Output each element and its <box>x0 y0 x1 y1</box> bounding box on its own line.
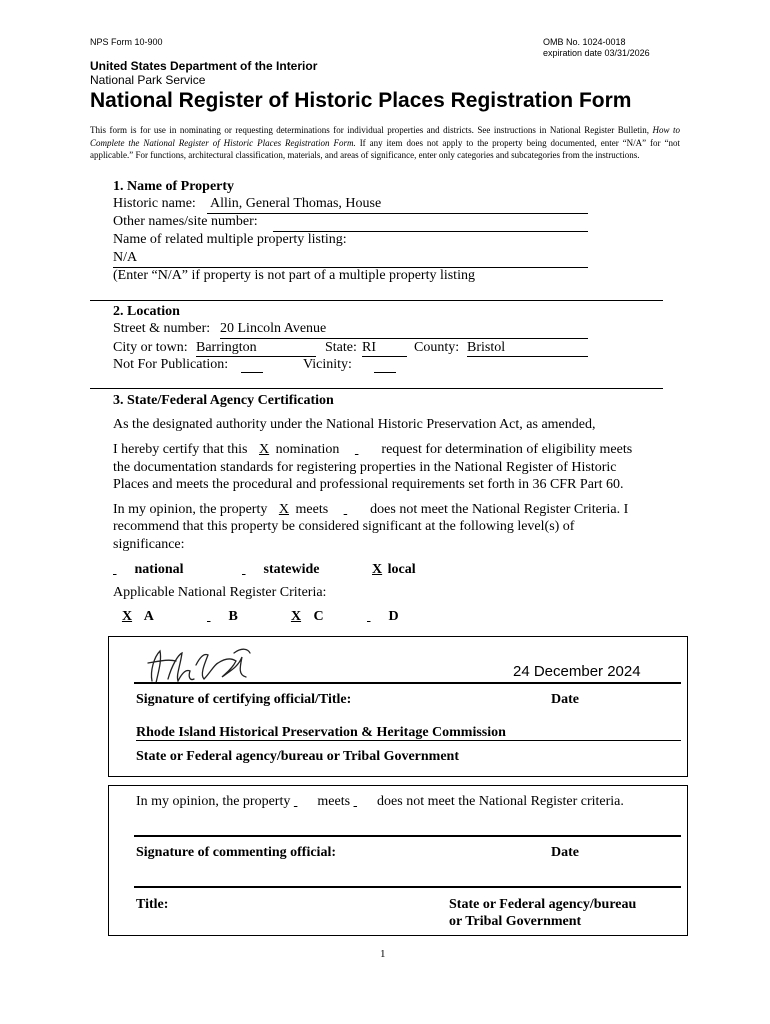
certifying-signature-label: Signature of certifying official/Title: <box>136 692 352 707</box>
section-divider <box>90 388 663 389</box>
street-field[interactable] <box>220 321 588 339</box>
criteria-d-checkbox[interactable] <box>367 609 385 625</box>
related-listing-note: (Enter “N/A” if property is not part of a multiple property listing <box>113 268 475 283</box>
local-checkbox[interactable]: X <box>372 562 383 577</box>
state-value: RI <box>362 340 376 355</box>
criteria-a-letter: A <box>143 609 154 624</box>
state-field[interactable] <box>362 340 407 357</box>
criteria-a <box>113 609 154 625</box>
intro-bulletin-title: How to Complete the National Register of Historic Places Registration Form. <box>90 125 680 148</box>
opinion-line-1 <box>113 502 628 518</box>
certify-line-3: Places and meets the procedural and professional requirements set forth in 36 CFR Part 60. <box>113 477 624 492</box>
other-names-field[interactable] <box>273 214 588 232</box>
criteria-a-checkbox[interactable]: X <box>121 609 133 624</box>
commenting-opinion <box>136 794 624 810</box>
level-local <box>366 562 416 578</box>
certifying-agency-label: State or Federal agency/bureau or Tribal Government <box>136 749 460 764</box>
certify-line-2: the documentation standards for registering properties in the National Register of Historic <box>113 460 617 475</box>
criteria-c-checkbox[interactable]: X <box>290 609 302 624</box>
commenting-agency-label-2: or Tribal Government <box>449 914 582 929</box>
section-2-heading: 2. Location <box>113 304 180 319</box>
expiration-date: expiration date 03/31/2026 <box>543 48 650 58</box>
service-name: National Park Service <box>90 73 206 87</box>
page-title: National Register of Historic Places Registration Form <box>90 89 632 112</box>
street-value: 20 Lincoln Avenue <box>220 321 327 336</box>
department-name: United States Department of the Interior <box>90 59 318 73</box>
commenting-title-line <box>134 886 681 888</box>
nomination-checkbox[interactable]: X <box>259 442 270 457</box>
criteria-d-letter: D <box>388 609 399 624</box>
vicinity-label: Vicinity: <box>303 357 352 372</box>
does-not-meet-checkbox[interactable] <box>344 502 364 518</box>
level-national <box>113 562 184 578</box>
certifying-agency-value: Rhode Island Historical Preservation & Heritage Commission <box>136 725 506 740</box>
local-label: local <box>387 562 416 577</box>
intro-text-2: If any item does not apply to the property being documented, enter “N/A” for “not applicable.” For functions, architectural classification, materials, and areas of significance, enter only categories and subcategories from the instructions. <box>90 137 680 160</box>
historic-name-field[interactable] <box>207 196 588 214</box>
statewide-checkbox[interactable] <box>242 562 260 578</box>
opinion-text-c: does not meet the National Register Criteria. I <box>370 502 629 517</box>
section-1-heading: 1. Name of Property <box>113 179 235 194</box>
criteria-b-checkbox[interactable] <box>207 609 225 625</box>
commenting-signature-label: Signature of commenting official: <box>136 845 336 860</box>
county-value: Bristol <box>467 340 506 355</box>
city-value: Barrington <box>196 340 257 355</box>
related-listing-label: Name of related multiple property listing: <box>113 232 347 247</box>
criteria-b-letter: B <box>228 609 238 624</box>
intro-text-1: This form is for use in nominating or requesting determinations for individual properties and districts. See instructions in National Register Bulletin, <box>90 125 653 135</box>
agency-line <box>136 740 681 741</box>
commenting-meets-checkbox[interactable] <box>294 794 314 810</box>
intro-paragraph <box>90 124 680 162</box>
commenting-opinion-text-a: In my opinion, the property <box>136 794 291 809</box>
commenting-agency-label-1: State or Federal agency/bureau <box>449 897 637 912</box>
opinion-text-b: meets <box>295 502 329 517</box>
criteria-b <box>207 609 238 625</box>
opinion-line-2: recommend that this property be considered significant at the following level(s) of <box>113 519 575 534</box>
request-checkbox[interactable] <box>355 442 375 458</box>
certify-text-b: nomination <box>275 442 340 457</box>
level-statewide <box>242 562 320 578</box>
publication-label: Not For Publication: <box>113 357 229 372</box>
historic-name-value: Allin, General Thomas, House <box>210 196 382 211</box>
criteria-c <box>282 609 324 625</box>
county-label: County: <box>414 340 460 355</box>
section-divider <box>90 300 663 301</box>
criteria-label: Applicable National Register Criteria: <box>113 585 327 600</box>
statewide-label: statewide <box>263 562 320 577</box>
national-label: national <box>134 562 184 577</box>
criteria-d <box>367 609 399 625</box>
historic-name-label: Historic name: <box>113 196 196 211</box>
commenting-opinion-text-b: meets <box>317 794 351 809</box>
signature-image <box>138 643 258 693</box>
vicinity-field[interactable] <box>374 357 396 373</box>
criteria-c-letter: C <box>313 609 324 624</box>
opinion-line-3: significance: <box>113 537 185 552</box>
signature-line <box>134 682 681 684</box>
section-3-heading: 3. State/Federal Agency Certification <box>113 393 334 408</box>
commenting-date-label: Date <box>551 845 579 860</box>
other-names-label: Other names/site number: <box>113 214 258 229</box>
commenting-does-not-meet-checkbox[interactable] <box>354 794 374 810</box>
certify-text-a: I hereby certify that this <box>113 442 248 457</box>
commenting-opinion-text-c: does not meet the National Register criteria. <box>377 794 624 809</box>
city-field[interactable] <box>196 340 316 357</box>
certify-line-1 <box>113 442 632 458</box>
meets-checkbox[interactable]: X <box>278 502 289 517</box>
publication-field[interactable] <box>241 357 263 373</box>
certifying-date-label: Date <box>551 692 579 707</box>
commenting-signature-line <box>134 835 681 837</box>
commenting-title-label: Title: <box>136 897 169 912</box>
street-label: Street & number: <box>113 321 211 336</box>
form-number: NPS Form 10-900 <box>90 37 163 47</box>
page-number: 1 <box>380 948 386 960</box>
authority-statement: As the designated authority under the National Historic Preservation Act, as amended, <box>113 417 596 432</box>
certifying-date-value: 24 December 2024 <box>513 663 641 680</box>
city-label: City or town: <box>113 340 188 355</box>
omb-number: OMB No. 1024-0018 <box>543 37 626 47</box>
national-checkbox[interactable] <box>113 562 131 578</box>
related-listing-field[interactable] <box>113 250 588 268</box>
state-label: State: <box>325 340 357 355</box>
opinion-text-a: In my opinion, the property <box>113 502 268 517</box>
related-listing-value: N/A <box>113 250 138 265</box>
certify-text-c: request for determination of eligibility meets <box>381 442 633 457</box>
county-field[interactable] <box>467 340 588 357</box>
